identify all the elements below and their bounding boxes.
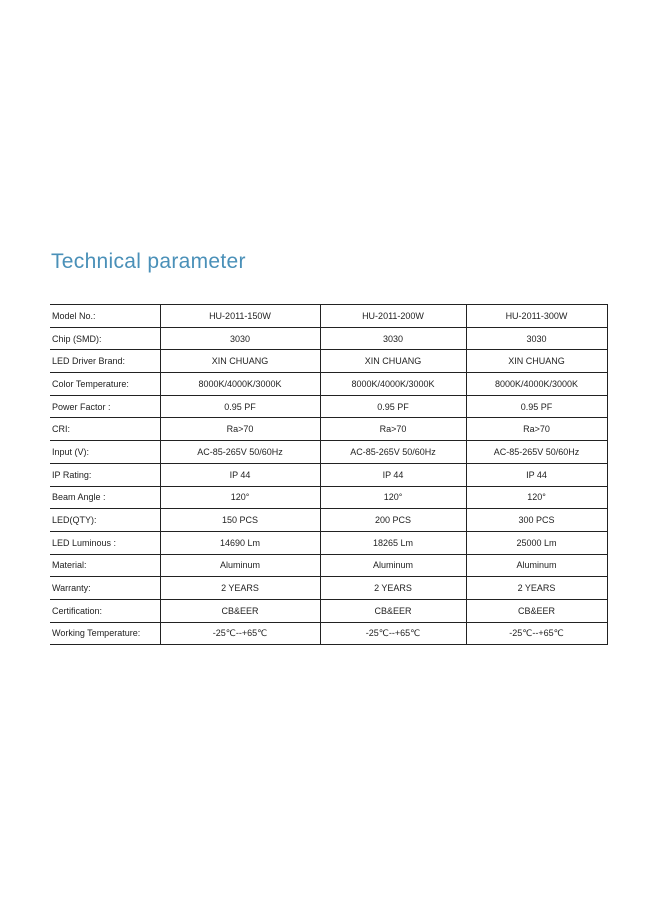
row-value: 200 PCS (320, 509, 466, 532)
row-label: Chip (SMD): (50, 327, 160, 350)
row-value: XIN CHUANG (320, 350, 466, 373)
row-label: LED(QTY): (50, 509, 160, 532)
row-value: 8000K/4000K/3000K (320, 373, 466, 396)
row-value: Ra>70 (160, 418, 320, 441)
row-label: Beam Angle : (50, 486, 160, 509)
table-row (50, 577, 607, 600)
row-value: 14690 Lm (160, 531, 320, 554)
row-value: Ra>70 (320, 418, 466, 441)
spec-table-body (50, 305, 607, 645)
table-row (50, 599, 607, 622)
row-value: 3030 (160, 327, 320, 350)
table-row (50, 395, 607, 418)
row-value: 0.95 PF (466, 395, 607, 418)
row-value: CB&EER (160, 599, 320, 622)
row-value: 3030 (466, 327, 607, 350)
row-value: -25℃--+65℃ (466, 622, 607, 645)
table-row (50, 373, 607, 396)
table-row (50, 531, 607, 554)
row-value: AC-85-265V 50/60Hz (320, 441, 466, 464)
table-row (50, 554, 607, 577)
row-value: HU-2011-150W (160, 305, 320, 328)
row-value: Aluminum (466, 554, 607, 577)
row-value: IP 44 (160, 463, 320, 486)
row-label: Material: (50, 554, 160, 577)
row-label: Power Factor : (50, 395, 160, 418)
row-value: IP 44 (320, 463, 466, 486)
table-row (50, 305, 607, 328)
row-value: Aluminum (160, 554, 320, 577)
row-value: 120° (466, 486, 607, 509)
row-value: 0.95 PF (160, 395, 320, 418)
row-value: HU-2011-200W (320, 305, 466, 328)
row-value: 25000 Lm (466, 531, 607, 554)
row-value: Aluminum (320, 554, 466, 577)
row-label: LED Driver Brand: (50, 350, 160, 373)
row-value: 150 PCS (160, 509, 320, 532)
table-row (50, 441, 607, 464)
row-value: 120° (320, 486, 466, 509)
row-value: CB&EER (466, 599, 607, 622)
row-label: Input (V): (50, 441, 160, 464)
table-row (50, 509, 607, 532)
row-value: AC-85-265V 50/60Hz (160, 441, 320, 464)
row-label: Warranty: (50, 577, 160, 600)
row-label: Model No.: (50, 305, 160, 328)
table-row (50, 350, 607, 373)
row-label: IP Rating: (50, 463, 160, 486)
row-value: AC-85-265V 50/60Hz (466, 441, 607, 464)
row-value: 300 PCS (466, 509, 607, 532)
row-value: IP 44 (466, 463, 607, 486)
table-row (50, 463, 607, 486)
row-value: -25℃--+65℃ (320, 622, 466, 645)
row-value: XIN CHUANG (160, 350, 320, 373)
row-value: 3030 (320, 327, 466, 350)
row-label: CRI: (50, 418, 160, 441)
row-value: 0.95 PF (320, 395, 466, 418)
table-row (50, 486, 607, 509)
row-label: Certification: (50, 599, 160, 622)
row-value: CB&EER (320, 599, 466, 622)
table-row (50, 327, 607, 350)
page-title: Technical parameter (51, 250, 246, 273)
row-value: Ra>70 (466, 418, 607, 441)
row-value: 2 YEARS (466, 577, 607, 600)
row-value: 120° (160, 486, 320, 509)
row-label: Color Temperature: (50, 373, 160, 396)
spec-table (50, 304, 608, 645)
row-value: 2 YEARS (320, 577, 466, 600)
row-value: HU-2011-300W (466, 305, 607, 328)
row-value: 8000K/4000K/3000K (160, 373, 320, 396)
row-value: 2 YEARS (160, 577, 320, 600)
row-value: 18265 Lm (320, 531, 466, 554)
row-value: 8000K/4000K/3000K (466, 373, 607, 396)
row-label: LED Luminous : (50, 531, 160, 554)
table-row (50, 418, 607, 441)
row-label: Working Temperature: (50, 622, 160, 645)
table-row (50, 622, 607, 645)
row-value: -25℃--+65℃ (160, 622, 320, 645)
row-value: XIN CHUANG (466, 350, 607, 373)
